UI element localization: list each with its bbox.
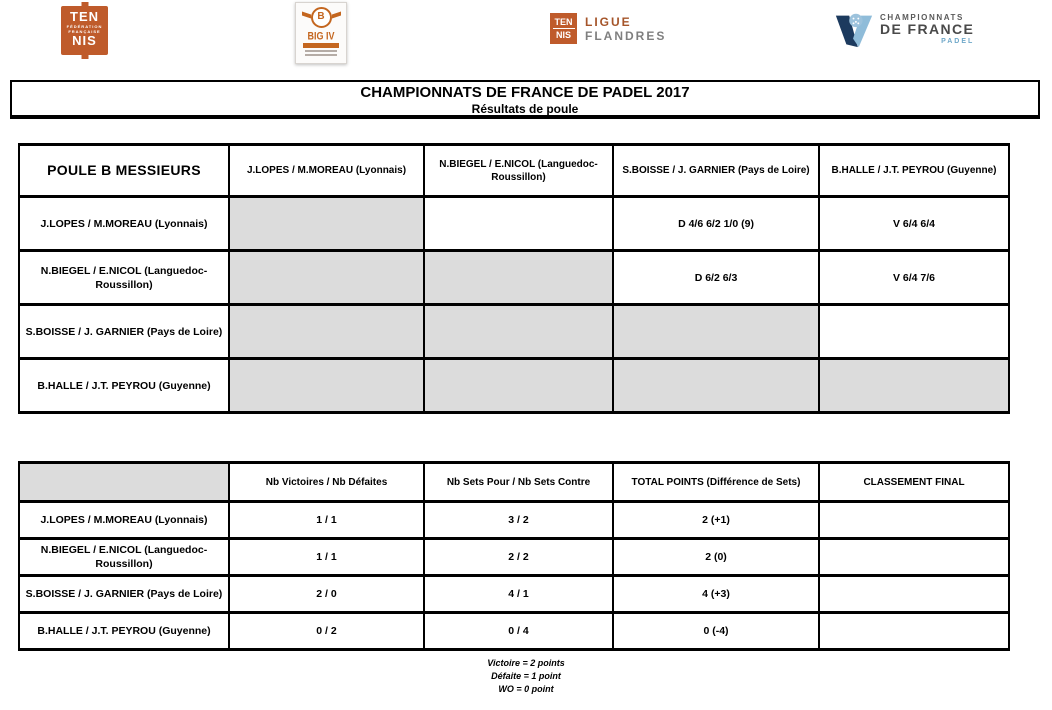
padel-racquet-icon <box>833 9 875 51</box>
matrix-cell <box>613 359 819 413</box>
ligue-flandres-logo <box>550 13 666 44</box>
standings-victories-cell: 2 / 0 <box>229 576 424 613</box>
legend-line-victory: Victoire = 2 points <box>487 658 565 668</box>
standings-sets-cell: 4 / 1 <box>424 576 613 613</box>
big-iv-fine-print-line <box>305 50 337 52</box>
matrix-cell <box>229 251 424 305</box>
cdf-word-championnats: CHAMPIONNATS <box>880 13 964 22</box>
matrix-cell: D 6/2 6/3 <box>613 251 819 305</box>
pool-results-matrix-table <box>18 143 1010 414</box>
fft-logo-text-ten: TEN <box>70 9 99 24</box>
standings-col-header: TOTAL POINTS (Différence de Sets) <box>613 463 819 502</box>
matrix-cell <box>819 305 1009 359</box>
standings-sets-cell: 0 / 4 <box>424 613 613 650</box>
standings-col-header: CLASSEMENT FINAL <box>819 463 1009 502</box>
standings-corner-cell <box>19 463 229 502</box>
legend-line-defeat: Défaite = 1 point <box>491 671 561 681</box>
matrix-cell <box>613 305 819 359</box>
standings-row <box>19 613 1009 650</box>
ligue-flandres-wordmark <box>585 15 666 43</box>
standings-points-cell: 2 (0) <box>613 539 819 576</box>
flandres-badge-ten: TEN <box>554 17 573 27</box>
standings-points-cell: 0 (-4) <box>613 613 819 650</box>
matrix-row-header: N.BIEGEL / E.NICOL (Languedoc-Roussillon) <box>19 251 229 305</box>
matrix-cell: D 4/6 6/2 1/0 (9) <box>613 197 819 251</box>
matrix-row <box>19 251 1009 305</box>
matrix-cell: V 6/4 6/4 <box>819 197 1009 251</box>
standings-points-cell: 4 (+3) <box>613 576 819 613</box>
flandres-badge-nis: NIS <box>555 30 571 40</box>
standings-row <box>19 576 1009 613</box>
matrix-cell <box>229 197 424 251</box>
ligue-flandres-tennis-badge-icon <box>550 13 577 44</box>
big-iv-banner-bar <box>303 43 339 48</box>
matrix-col-header: S.BOISSE / J. GARNIER (Pays de Loire) <box>613 145 819 197</box>
standings-row <box>19 502 1009 539</box>
flandres-word-flandres: FLANDRES <box>585 28 667 43</box>
standings-row <box>19 539 1009 576</box>
standings-sets-cell: 3 / 2 <box>424 502 613 539</box>
cdf-word-de-france: DE FRANCE <box>880 21 975 37</box>
cdf-wordmark <box>880 9 974 46</box>
standings-col-header: Nb Victoires / Nb Défaites <box>229 463 424 502</box>
standings-victories-cell: 1 / 1 <box>229 539 424 576</box>
standings-sets-cell: 2 / 2 <box>424 539 613 576</box>
legend-line-wo: WO = 0 point <box>498 684 554 694</box>
big-iv-logo <box>295 2 347 64</box>
cdf-word-padel: PADEL <box>941 38 975 45</box>
big-iv-title: BIG IV <box>307 30 335 42</box>
pool-title-cell: POULE B MESSIEURS <box>19 145 229 197</box>
standings-points-cell: 2 (+1) <box>613 502 819 539</box>
page-subtitle: Résultats de poule <box>471 102 579 116</box>
matrix-row-header: S.BOISSE / J. GARNIER (Pays de Loire) <box>19 305 229 359</box>
standings-rank-cell <box>819 576 1009 613</box>
standings-rank-cell <box>819 539 1009 576</box>
matrix-cell <box>424 251 613 305</box>
pool-standings-table <box>18 461 1010 651</box>
matrix-col-header: B.HALLE / J.T. PEYROU (Guyenne) <box>819 145 1009 197</box>
standings-victories-cell: 0 / 2 <box>229 613 424 650</box>
standings-team-cell: N.BIEGEL / E.NICOL (Languedoc-Roussillon) <box>19 539 229 576</box>
matrix-cell <box>424 359 613 413</box>
matrix-cell <box>424 305 613 359</box>
fft-logo-text-nis: NIS <box>72 33 97 48</box>
page-title: CHAMPIONNATS DE FRANCE DE PADEL 2017 <box>360 84 690 101</box>
matrix-row-header: B.HALLE / J.T. PEYROU (Guyenne) <box>19 359 229 413</box>
standings-col-header: Nb Sets Pour / Nb Sets Contre <box>424 463 613 502</box>
standings-team-cell: S.BOISSE / J. GARNIER (Pays de Loire) <box>19 576 229 613</box>
matrix-cell <box>229 305 424 359</box>
big-iv-crest-letter: B <box>317 11 325 22</box>
big-iv-fine-print-line <box>305 54 337 56</box>
matrix-cell <box>819 359 1009 413</box>
matrix-cell <box>424 197 613 251</box>
matrix-cell <box>229 359 424 413</box>
standings-team-cell: B.HALLE / J.T. PEYROU (Guyenne) <box>19 613 229 650</box>
standings-rank-cell <box>819 613 1009 650</box>
matrix-row <box>19 197 1009 251</box>
fft-tennis-logo <box>61 6 108 55</box>
matrix-col-header: N.BIEGEL / E.NICOL (Languedoc-Roussillon) <box>424 145 613 197</box>
standings-victories-cell: 1 / 1 <box>229 502 424 539</box>
championnats-de-france-padel-logo <box>833 9 974 51</box>
standings-team-cell: J.LOPES / M.MOREAU (Lyonnais) <box>19 502 229 539</box>
matrix-row <box>19 305 1009 359</box>
big-iv-crest-icon <box>311 7 332 28</box>
matrix-row-header: J.LOPES / M.MOREAU (Lyonnais) <box>19 197 229 251</box>
scoring-legend <box>0 657 1052 696</box>
standings-rank-cell <box>819 502 1009 539</box>
matrix-cell: V 6/4 7/6 <box>819 251 1009 305</box>
fft-logo-text-francaise: FRANÇAISE <box>68 29 101 34</box>
flandres-word-ligue: LIGUE <box>585 14 632 29</box>
matrix-row <box>19 359 1009 413</box>
fft-logo-text-federation: FÉDÉRATION <box>66 24 103 29</box>
matrix-col-header: J.LOPES / M.MOREAU (Lyonnais) <box>229 145 424 197</box>
document-title-box <box>10 80 1040 119</box>
